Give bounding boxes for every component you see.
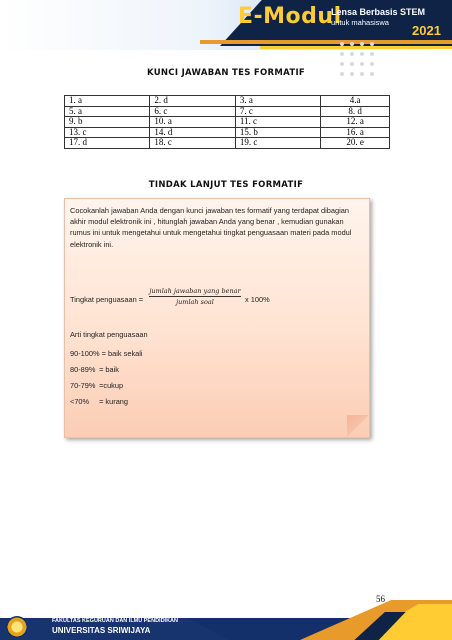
answer-cell: 16. a bbox=[321, 127, 390, 138]
answer-cell: 13. c bbox=[65, 127, 150, 138]
answer-key-title: KUNCI JAWABAN TES FORMATIF bbox=[146, 68, 306, 78]
page-footer bbox=[0, 600, 452, 640]
level-item bbox=[70, 397, 128, 406]
faculty-name: FAKULTAS KEGURUAN DAN ILMU PENDIDIKAN bbox=[52, 618, 178, 624]
header-year: 2021 bbox=[412, 23, 441, 38]
levels-title: Arti tingkat penguasaan bbox=[70, 330, 148, 339]
answer-cell: 19. c bbox=[235, 138, 320, 149]
header-subtitle: Lensa Berbasis STEM bbox=[331, 7, 426, 17]
answer-cell: 4.a bbox=[321, 96, 390, 107]
answer-cell: 7. c bbox=[235, 106, 320, 117]
answer-cell: 2. d bbox=[150, 96, 235, 107]
formula-numerator: jumlah jawaban yang benar bbox=[149, 287, 241, 295]
formula-fraction bbox=[149, 287, 241, 306]
page-curl bbox=[347, 415, 369, 437]
follow-up-title: TINDAK LANJUT TES FORMATIF bbox=[148, 180, 304, 190]
table-row bbox=[65, 138, 390, 149]
level-item bbox=[70, 381, 123, 390]
follow-up-note bbox=[64, 198, 370, 438]
header-stripe-accent bbox=[260, 46, 452, 49]
table-row bbox=[65, 106, 390, 117]
answer-cell: 14. d bbox=[150, 127, 235, 138]
level-meaning: = kurang bbox=[99, 397, 129, 406]
formula-denominator: jumlah soal bbox=[176, 298, 214, 306]
level-meaning: = baik bbox=[99, 365, 119, 374]
answer-cell: 1. a bbox=[65, 96, 150, 107]
answer-cell: 12. a bbox=[321, 117, 390, 128]
university-name: UNIVERSITAS SRIWIJAYA bbox=[52, 626, 151, 635]
answer-cell: 8. d bbox=[321, 106, 390, 117]
answer-key-table bbox=[64, 95, 390, 149]
answer-cell: 11. c bbox=[235, 117, 320, 128]
answer-cell: 20. e bbox=[321, 138, 390, 149]
answer-cell: 5. a bbox=[65, 106, 150, 117]
page-number: 56 bbox=[376, 594, 385, 604]
answer-cell: 10. a bbox=[150, 117, 235, 128]
table-row bbox=[65, 117, 390, 128]
answer-cell: 17. d bbox=[65, 138, 150, 149]
answer-cell: 6. c bbox=[150, 106, 235, 117]
level-range: 70-79% bbox=[70, 381, 96, 390]
level-item bbox=[70, 349, 143, 358]
instruction-paragraph: Cocokanlah jawaban Anda dengan kunci jawaban tes formatif yang terdapat dibagian akhir modul elektronik ini , hitunglah jawaban Anda yang benar , kemudian gunakan rumus ini untuk mengetahui untuk mengetahui tingkat penguasaan materi pada modul elektronik ini. bbox=[70, 206, 352, 249]
level-range: 80-89% bbox=[70, 365, 96, 374]
level-meaning: =cukup bbox=[99, 381, 124, 390]
table-row bbox=[65, 96, 390, 107]
university-seal-icon bbox=[6, 616, 28, 638]
level-range: 90-100% bbox=[70, 349, 100, 358]
answer-cell: 15. b bbox=[235, 127, 320, 138]
answer-cell: 3. a bbox=[235, 96, 320, 107]
formula-label: Tingkat penguasaan = bbox=[70, 295, 144, 304]
answer-cell: 18. c bbox=[150, 138, 235, 149]
emodul-logo: E-Modul bbox=[238, 4, 342, 29]
header-stripe bbox=[200, 40, 452, 44]
level-meaning: = baik sekali bbox=[101, 349, 143, 358]
level-item bbox=[70, 365, 119, 374]
table-row bbox=[65, 127, 390, 138]
answer-cell: 9. b bbox=[65, 117, 150, 128]
page-header bbox=[0, 0, 452, 50]
mastery-formula bbox=[70, 287, 362, 311]
header-audience: untuk mahasiswa bbox=[331, 18, 389, 27]
formula-multiplier: x 100% bbox=[245, 295, 270, 304]
level-range: <70% bbox=[70, 397, 90, 406]
